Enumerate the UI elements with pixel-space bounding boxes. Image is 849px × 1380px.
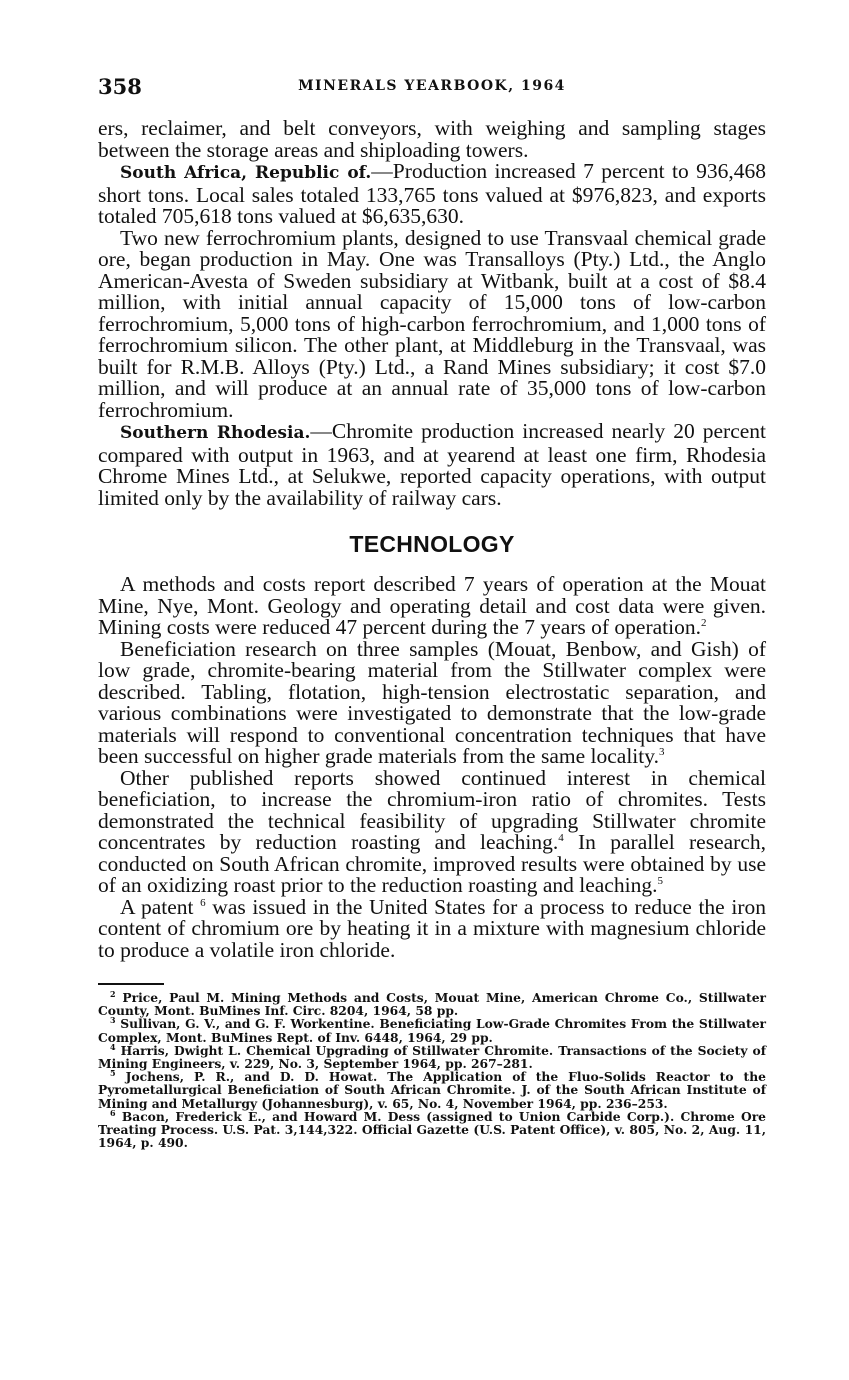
page-number: 358	[98, 74, 142, 99]
run-in-heading: South Africa, Republic of.	[120, 163, 372, 183]
footnote-divider	[98, 983, 164, 985]
footnotes	[98, 988, 767, 1151]
running-title: MINERALS YEARBOOK, 1964	[298, 78, 566, 94]
footnote-number: 3	[110, 1015, 116, 1026]
footnote-number: 2	[110, 988, 116, 999]
paragraph-text: A methods and costs report described 7 years of operation at the Mouat Mine, Nye, Mont. Geology and operating detail and cost data were given. Mining costs were reduced 47 percent during the 7 years of operation.	[98, 572, 766, 639]
paragraph-text: ers, reclaimer, and belt conveyors, with weighing and sampling stages between the storage areas and shiploading towers.	[98, 116, 766, 162]
footnote-text: Price, Paul M. Mining Methods and Costs, Mouat Mine, American Chrome Co., Stillwater County, Mont. BuMines Inf. Circ. 8204, 1964, 58 pp.	[98, 990, 767, 1019]
paragraph-text: Beneficiation research on three samples (Mouat, Benbow, and Gish) of low grade, chromite-bearing material from the Stillwater complex were described. Tabling, flotation, high-tension electrostatic separation, and various combinations were investigated to demonstrate that the low-grade materials will respond to conventional concentration techniques that have been successful on higher grade materials from the same locality.	[98, 636, 766, 768]
footnote-ref[interactable]: 4	[558, 831, 564, 844]
footnote-ref[interactable]: 6	[200, 896, 206, 909]
footnote	[98, 1107, 766, 1151]
paragraph-text: was issued in the United States for a process to reduce the iron content of chromium ore by heating it in a mixture with magnesium chloride to produce a volatile iron chloride.	[98, 894, 766, 962]
footnote	[98, 1041, 766, 1072]
paragraph-text: Other published reports showed continued interest in chemical beneficiation, to increase the chromium-iron ratio of chromites. Tests demonstrated the technical feasibility of upgrading Stillwater chromite concentrates by reduction roasting and leaching.	[98, 765, 766, 854]
paragraph-text: —Chromite production increased nearly 20 percent compared with output in 1963, and at yearend at least one firm, Rhodesia Chrome Mines Ltd., at Selukwe, reported capacity operations, with output limited only by the availability of railway cars.	[98, 419, 767, 510]
footnote-number: 4	[110, 1041, 116, 1052]
footnote	[98, 1070, 766, 1110]
paragraph	[98, 765, 766, 897]
footnote-number: 6	[110, 1107, 116, 1118]
paragraph	[98, 421, 766, 509]
footnote-ref[interactable]: 3	[658, 745, 665, 758]
footnote-text: Bacon, Frederick E., and Howard M. Dess (assigned to Union Carbide Corp.). Chrome Ore Treating Process. U.S. Pat. 3,144,322. Official Gazette (U.S. Patent Office), v. 805, No. 2, Aug. 11, 1964, p. 490.	[98, 1108, 766, 1151]
paragraph	[98, 118, 766, 161]
paragraph-text: Two new ferrochromium plants, designed to use Transvaal chemical grade ore, began production in May. One was Transalloys (Pty.) Ltd., the Anglo American-Avesta of Sweden subsidiary at Witbank, built at a cost of $8.4 million, with initial annual capacity of 15,000 tons of low-carbon ferrochromium, 5,000 tons of high-carbon ferrochromium, and 1,000 tons of ferrochromium silicon. The other plant, at Middleburg in the Transvaal, was built for R.M.B. Alloys (Pty.) Ltd., a Rand Mines subsidiary; it cost $7.0 million, and will produce at an annual rate of 35,000 tons of low-carbon ferrochromium.	[98, 225, 766, 422]
paragraph	[98, 574, 766, 639]
paragraph	[98, 636, 766, 768]
running-header	[98, 74, 766, 104]
footnote-text: Harris, Dwight L. Chemical Upgrading of Stillwater Chromite. Transactions of the Society of Mining Engineers, v. 229, No. 3, September 1964, pp. 267–281.	[98, 1042, 766, 1072]
footnote-ref[interactable]: 2	[701, 616, 707, 629]
body-text	[98, 118, 766, 961]
footnote-text: Jochens, P. R., and D. D. Howat. The Application of the Fluo-Solids Reactor to the Pyrometallurgical Beneficiation of South African Chromite. J. of the South African Institute of Mining and Metallurgy (Johannesburg), v. 65, No. 4, November 1964, pp. 236–253.	[98, 1069, 766, 1111]
paragraph-text: A patent	[120, 894, 201, 919]
paragraph	[98, 894, 766, 962]
footnote	[98, 1017, 766, 1043]
footnote	[98, 988, 767, 1019]
paragraph-text: In parallel research, conducted on South African chromite, improved results were obtained by use of an oxidizing roast prior to the reduction roasting and leaching.	[98, 830, 766, 897]
run-in-heading: Southern Rhodesia.	[120, 423, 311, 443]
paragraph	[98, 225, 766, 422]
footnote-ref[interactable]: 5	[657, 874, 663, 887]
footnote-text: Sullivan, G. V., and G. F. Workentine. Beneficiating Low-Grade Chromites From the Stillwater Complex, Mont. BuMines Rept. of Inv. 6448, 1964, 29 pp.	[98, 1016, 767, 1045]
footnote-number: 5	[110, 1068, 116, 1079]
section-heading: TECHNOLOGY	[349, 531, 515, 557]
document-page	[98, 74, 766, 1149]
paragraph-text: —Production increased 7 percent to 936,468 short tons. Local sales totaled 133,765 tons valued at $976,823, and exports totaled 705,618 tons valued at $6,635,630.	[98, 159, 766, 228]
paragraph	[98, 161, 766, 228]
